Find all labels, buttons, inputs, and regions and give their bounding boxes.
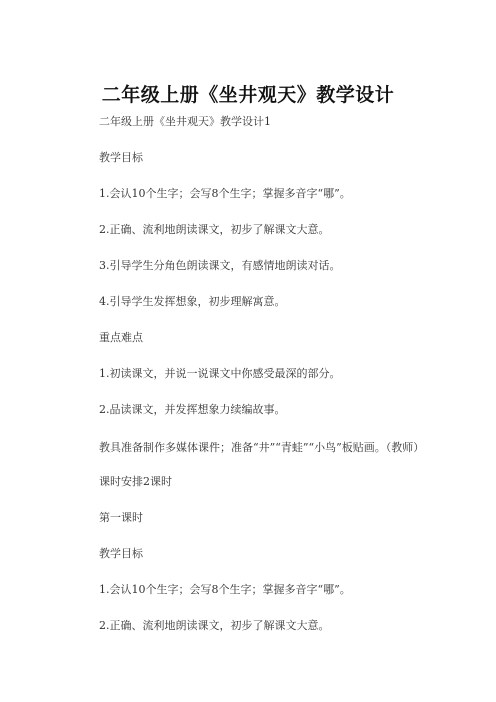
key-point-item-1: 1.初读课文，并说一说课文中你感受最深的部分。 <box>99 367 341 380</box>
objective-item-2-repeat: 2.正确、流利地朗读课文，初步了解课文大意。 <box>99 619 330 632</box>
objective-item-3: 3.引导学生分角色朗读课文，有感情地朗读对话。 <box>99 259 341 272</box>
teaching-aids-paragraph: 教具准备制作多媒体课件；准备“井”“青蛙”“小鸟”板贴画。（教师） <box>99 441 425 454</box>
document-title: 二年级上册《坐井观天》教学设计 <box>101 84 395 106</box>
subtitle-line: 二年级上册《坐井观天》教学设计1 <box>99 115 271 128</box>
section-heading-key-points: 重点难点 <box>99 331 143 344</box>
section-heading-first-lesson: 第一课时 <box>99 511 143 524</box>
objective-item-4: 4.引导学生发挥想象，初步理解寓意。 <box>99 295 286 308</box>
objective-item-1-repeat: 1.会认10个生字；会写8个生字；掌握多音字“哪”。 <box>99 583 351 596</box>
objective-item-2: 2.正确、流利地朗读课文，初步了解课文大意。 <box>99 223 330 236</box>
objective-item-1: 1.会认10个生字；会写8个生字；掌握多音字“哪”。 <box>99 187 351 200</box>
section-heading-objectives: 教学目标 <box>99 151 143 164</box>
document-body <box>72 111 424 635</box>
class-schedule-line: 课时安排2课时 <box>99 475 172 488</box>
key-point-item-2: 2.品读课文，并发挥想象力续编故事。 <box>99 403 286 416</box>
section-heading-objectives-2: 教学目标 <box>99 547 143 560</box>
